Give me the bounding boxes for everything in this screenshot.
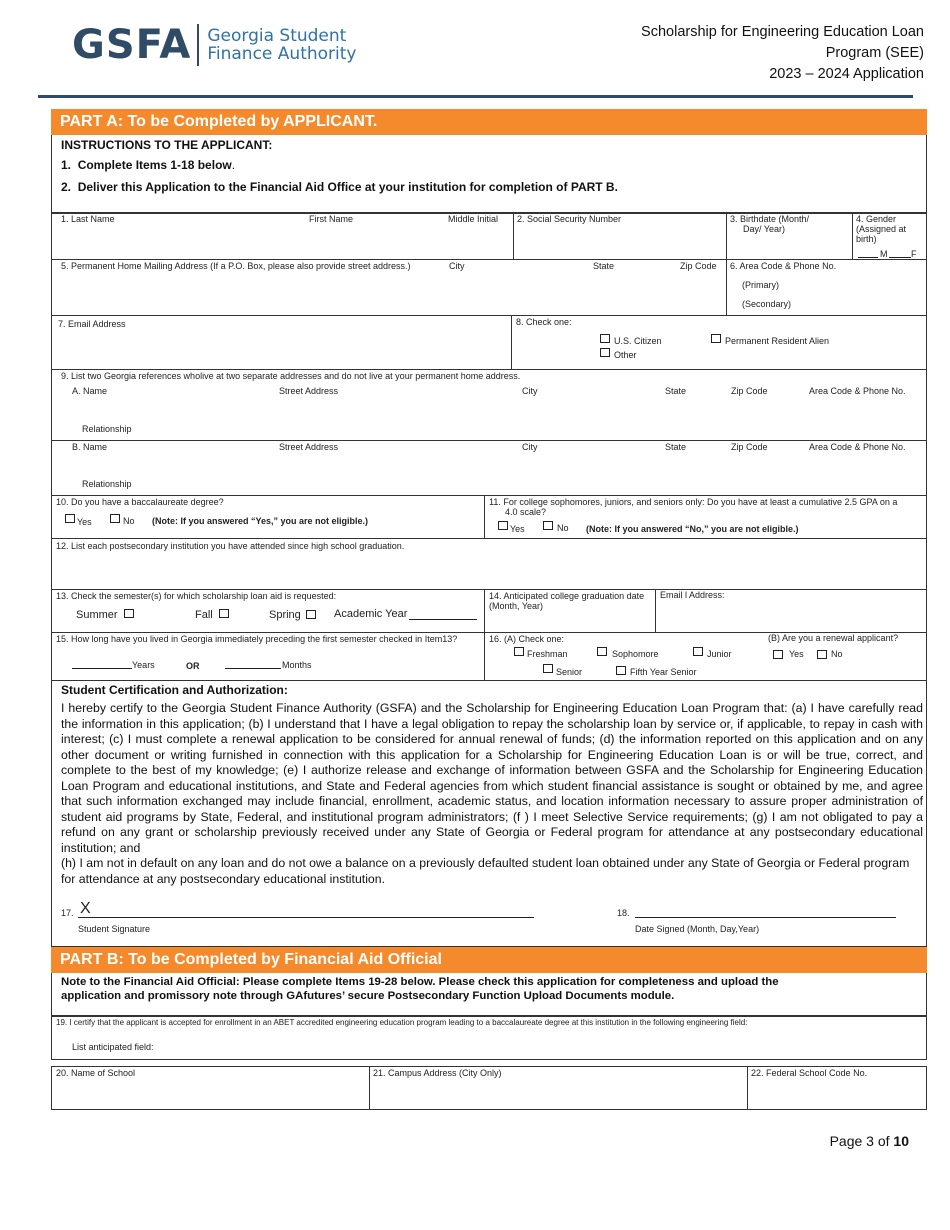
logo-line-1: Georgia Student (207, 26, 347, 46)
divider (369, 1066, 370, 1110)
certification-heading: Student Certification and Authorization: (61, 683, 288, 697)
ssn-label: 2. Social Security Number (517, 214, 622, 224)
spring-label: Spring (269, 609, 301, 621)
phone-label: 6. Area Code & Phone No. (730, 261, 837, 271)
campus-address-label: 21. Campus Address (City Only) (373, 1068, 502, 1078)
senior-label: Senior (556, 667, 583, 677)
gender-m-label: M (880, 249, 888, 259)
freshman-label: Freshman (527, 649, 568, 659)
permanent-resident-label: Permanent Resident Alien (725, 336, 830, 346)
part-b-note-line-1: Note to the Financial Aid Official: Please complete Items 19-28 below. Please check this application for completeness and upload the (61, 976, 779, 988)
date-signed-line[interactable] (635, 917, 896, 918)
institutions-label: 12. List each postsecondary institution you have attended since high school graduation. (56, 541, 405, 551)
reference-b-street-label: Street Address (279, 442, 339, 452)
engineering-field-certification: 19. I certify that the applicant is accepted for enrollment in an ABET accredited engineering education program leading to a baccalaureate degree at this institution in the following engineering field: (56, 1018, 748, 1027)
logo-divider (197, 24, 199, 66)
divider (511, 316, 512, 370)
reference-a-state-label: State (665, 386, 687, 396)
phone-secondary-label: (Secondary) (742, 299, 792, 309)
reference-b-city-label: City (522, 442, 538, 452)
gender-f-label: F (911, 249, 917, 259)
signature-x: X (80, 900, 91, 917)
logo-line-2: Finance Authority (207, 44, 357, 64)
divider (484, 496, 485, 539)
address-label: 5. Permanent Home Mailing Address (If a P.O. Box, please also provide street address.) (61, 261, 411, 271)
instructions-heading: INSTRUCTIONS TO THE APPLICANT: (61, 138, 273, 152)
title-line-3: 2023 – 2024 Application (769, 66, 924, 82)
last-name-label: 1. Last Name (61, 214, 115, 224)
reference-a-city-label: City (522, 386, 538, 396)
header-rule (38, 95, 913, 98)
reference-b-zip-label: Zip Code (731, 442, 768, 452)
signature-number: 17. (61, 908, 74, 918)
page-number (830, 1133, 909, 1149)
divider (484, 633, 485, 681)
first-name-label: First Name (309, 214, 354, 224)
reference-a-relationship-label: Relationship (82, 424, 132, 434)
gpa-question-2: 4.0 scale? (505, 507, 547, 517)
divider (726, 213, 727, 260)
fifth-year-senior-checkbox[interactable] (616, 666, 626, 675)
divider (655, 590, 656, 633)
anticipated-field-label: List anticipated field: (72, 1042, 154, 1052)
title-line-2: Program (SEE) (825, 45, 924, 61)
instruction-1 (61, 158, 235, 172)
gender-m-line[interactable] (858, 257, 878, 258)
gender-label-3: birth) (856, 234, 877, 244)
years-line[interactable] (72, 668, 132, 669)
sophomore-label: Sophomore (612, 649, 659, 659)
baccalaureate-yes-checkbox[interactable] (65, 514, 75, 523)
junior-checkbox[interactable] (693, 647, 703, 656)
gender-f-line[interactable] (889, 257, 911, 258)
junior-label: Junior (707, 649, 732, 659)
baccalaureate-no-label: No (123, 516, 135, 526)
instruction-1-period: . (231, 158, 236, 172)
instruction-1-number: 1. (61, 158, 72, 172)
class-check-label: 16. (A) Check one: (489, 634, 565, 644)
gpa-no-label: No (557, 523, 569, 533)
email-address-label: Email l Address: (660, 590, 725, 600)
academic-year-label: Academic Year (334, 608, 408, 620)
permanent-resident-checkbox[interactable] (711, 334, 721, 343)
baccalaureate-question: 10. Do you have a baccalaureate degree? (56, 497, 224, 507)
certification-item-h-2: for attendance at any postsecondary educational institution. (61, 871, 386, 886)
freshman-checkbox[interactable] (514, 647, 524, 656)
page-number-prefix: Page 3 of (829, 1133, 894, 1149)
instruction-2-number: 2. (61, 180, 72, 194)
reference-b-phone-label: Area Code & Phone No. (809, 442, 906, 452)
part-a-banner: PART A: To be Completed by APPLICANT. (51, 109, 927, 135)
renewal-question: (B) Are you a renewal applicant? (768, 633, 899, 643)
divider (726, 260, 727, 316)
gender-label-2: (Assigned at (856, 224, 907, 234)
other-label: Other (614, 350, 637, 360)
gpa-yes-checkbox[interactable] (498, 521, 508, 530)
row-references (51, 370, 927, 496)
birthdate-label-2: Day/ Year) (743, 224, 786, 234)
middle-initial-label: Middle Initial (448, 214, 499, 224)
certification-item-h-1: (h) I am not in default on any loan and do not owe a balance on a previously defaulted student loan obtained under any State of Georgia or Federal program (61, 856, 910, 870)
divider (747, 1066, 748, 1110)
residency-question: 15. How long have you lived in Georgia immediately preceding the first semester checked in Item13? (56, 634, 458, 644)
months-label: Months (282, 660, 312, 670)
gpa-note: (Note: If you answered “No,” you are not eligible.) (586, 524, 799, 534)
certification-body: I hereby certify to the Georgia Student Finance Authority (GSFA) and the Scholarship for Engineering Education Loan Program that: (a) I have carefully read the information in this application; (b) I understand that I have a legal obligation to repay the scholarship loan by service or, if applicable, to repay in cash with interest; (c) I must complete a renewal application to be considered for annual renewal of funds; (d) the information reported on this application and on any other document or writing furnished in connection with this application for a Scholarship for Engineering Education Loan is or will be true, correct, and complete to the best of my knowledge; (e) I authorize release and exchange of information between GSFA and the Scholarship for Engineering Education Loan Program and educational institutions, and State and Federal agencies from which student financial assistance is sought or obtained by me, and agree that such information exchanged may include financial, enrollment, academic status, and location information necessary to assure proper administration of student aid programs by State, Federal, and institutional program administrators; (f ) I meet Selective Service requirements; (g) I am not obligated to pay a refund on any grant or scholarship previously received under any State of Georgia or Federal program for attendance at any postsecondary educational institution; and (61, 701, 923, 855)
school-name-label: 20. Name of School (56, 1068, 136, 1078)
renewal-yes-label: Yes (789, 649, 804, 659)
reference-b-relationship-label: Relationship (82, 479, 132, 489)
sophomore-checkbox[interactable] (597, 647, 607, 656)
reference-a-name-label: A. Name (72, 386, 108, 396)
logo-mark: GSFA (72, 22, 192, 68)
divider (51, 440, 927, 441)
summer-label: Summer (76, 609, 118, 621)
citizenship-label: 8. Check one: (516, 317, 572, 327)
certification-text (61, 701, 923, 887)
reference-b-state-label: State (665, 442, 687, 452)
student-signature-label: Student Signature (78, 924, 151, 934)
references-label: 9. List two Georgia references wholive at two separate addresses and do not live at your permanent home address. (61, 371, 521, 381)
us-citizen-checkbox[interactable] (600, 334, 610, 343)
graduation-date-label-1: 14. Anticipated college graduation date (489, 591, 645, 601)
instruction-2-text: Deliver this Application to the Financial Aid Office at your institution for completion of PART B. (77, 180, 618, 194)
document-title (641, 22, 924, 85)
baccalaureate-no-checkbox[interactable] (110, 514, 120, 523)
federal-school-code-label: 22. Federal School Code No. (751, 1068, 868, 1078)
us-citizen-label: U.S. Citizen (614, 336, 662, 346)
birthdate-label-1: 3. Birthdate (Month/ (730, 214, 810, 224)
senior-checkbox[interactable] (543, 664, 553, 673)
semester-label: 13. Check the semester(s) for which scholarship loan aid is requested: (56, 591, 337, 601)
gpa-no-checkbox[interactable] (543, 521, 553, 530)
gpa-question-1: 11. For college sophomores, juniors, and seniors only: Do you have at least a cumulative 2.5 GPA on a (489, 497, 898, 507)
date-signed-number: 18. (617, 908, 630, 918)
reference-b-name-label: B. Name (72, 442, 108, 452)
address-state-label: State (593, 261, 615, 271)
part-b-banner: PART B: To be Completed by Financial Aid Official (51, 947, 927, 973)
gender-label-1: 4. Gender (856, 214, 897, 224)
fall-checkbox[interactable] (219, 609, 229, 618)
divider (513, 213, 514, 260)
renewal-yes-checkbox[interactable] (773, 650, 783, 659)
part-b-note-line-2: application and promissory note through GAfutures’ secure Postsecondary Function Upload Documents module. (61, 990, 675, 1002)
fall-label: Fall (195, 609, 213, 621)
renewal-no-checkbox[interactable] (817, 650, 827, 659)
summer-checkbox[interactable] (124, 609, 134, 618)
divider (484, 590, 485, 633)
gpa-yes-label: Yes (510, 524, 525, 534)
spring-checkbox[interactable] (306, 610, 316, 619)
logo-name (207, 27, 356, 63)
years-label: Years (132, 660, 155, 670)
reference-a-zip-label: Zip Code (731, 386, 768, 396)
baccalaureate-note: (Note: If you answered “Yes,” you are not eligible.) (152, 516, 369, 526)
instruction-2 (61, 180, 618, 194)
instruction-1-text: Complete Items 1-18 below (77, 158, 232, 172)
other-checkbox[interactable] (600, 348, 610, 357)
divider (852, 213, 853, 260)
reference-a-phone-label: Area Code & Phone No. (809, 386, 906, 396)
address-city-label: City (449, 261, 465, 271)
page-total: 10 (893, 1133, 909, 1149)
phone-primary-label: (Primary) (742, 280, 779, 290)
renewal-no-label: No (831, 649, 843, 659)
student-signature-line[interactable] (78, 917, 534, 918)
academic-year-line[interactable] (409, 619, 477, 620)
fifth-year-senior-label: Fifth Year Senior (630, 667, 697, 677)
address-zip-label: Zip Code (680, 261, 717, 271)
gsfa-logo (72, 22, 356, 68)
months-line[interactable] (225, 668, 281, 669)
baccalaureate-yes-label: Yes (77, 517, 92, 527)
reference-a-street-label: Street Address (279, 386, 339, 396)
date-signed-label: Date Signed (Month, Day,Year) (635, 924, 760, 934)
graduation-date-label-2: (Month, Year) (489, 601, 544, 611)
or-label: OR (186, 661, 200, 671)
title-line-1: Scholarship for Engineering Education Loan (641, 24, 924, 40)
email-label: 7. Email Address (58, 319, 126, 329)
